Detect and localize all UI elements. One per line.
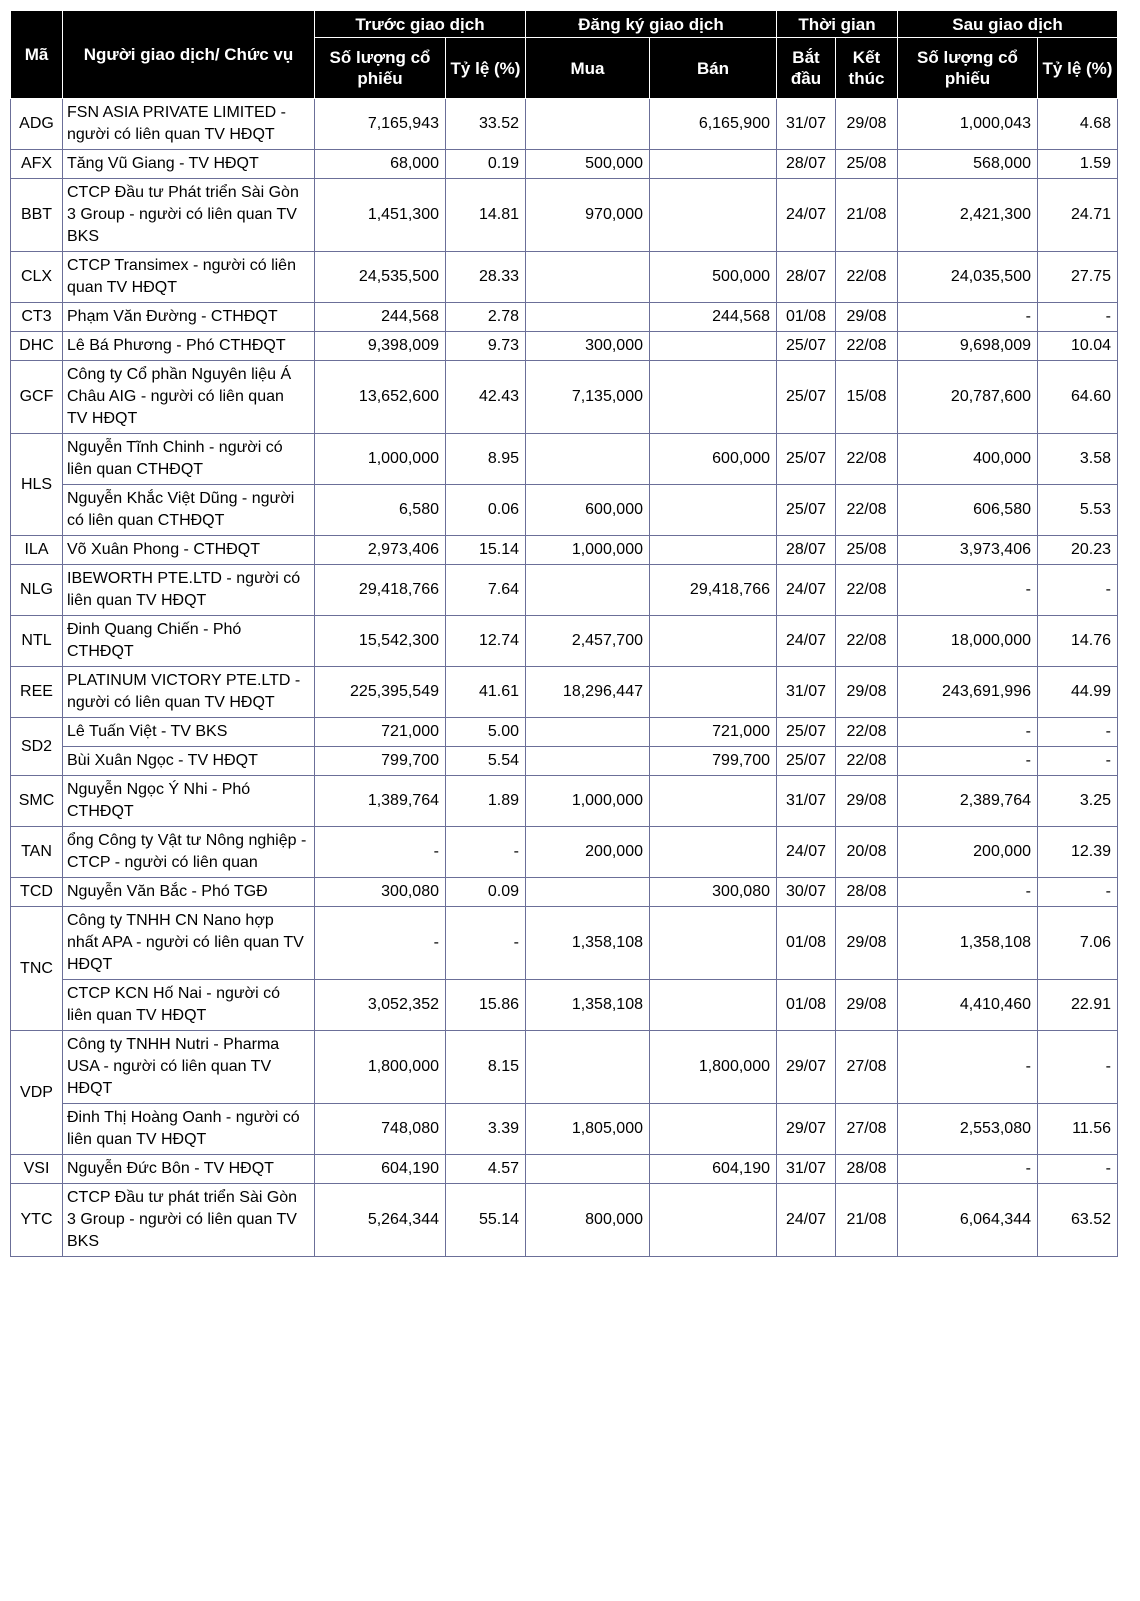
sell-cell [650,980,777,1031]
start-date-cell: 25/07 [777,332,836,361]
after-pct-cell: - [1038,565,1118,616]
header-sell: Bán [650,38,777,99]
after-pct-cell: 63.52 [1038,1184,1118,1257]
sell-cell [650,179,777,252]
end-date-cell: 25/08 [836,150,898,179]
stock-code-cell: ILA [11,536,63,565]
before-qty-cell: 68,000 [315,150,446,179]
table-row [11,565,1118,616]
start-date-cell: 31/07 [777,1155,836,1184]
sell-cell [650,332,777,361]
stock-code-cell: VSI [11,1155,63,1184]
after-pct-cell: 7.06 [1038,907,1118,980]
before-qty-cell: 1,451,300 [315,179,446,252]
before-pct-cell: 15.86 [446,980,526,1031]
stock-code-cell: SMC [11,776,63,827]
start-date-cell: 01/08 [777,907,836,980]
buy-cell: 1,805,000 [526,1104,650,1155]
before-pct-cell: 2.78 [446,303,526,332]
table-row [11,361,1118,434]
sell-cell [650,616,777,667]
buy-cell: 18,296,447 [526,667,650,718]
person-cell: Nguyễn Tĩnh Chinh - người có liên quan CTHĐQT [63,434,315,485]
start-date-cell: 24/07 [777,827,836,878]
start-date-cell: 25/07 [777,718,836,747]
before-qty-cell: 244,568 [315,303,446,332]
after-pct-cell: 44.99 [1038,667,1118,718]
person-cell: PLATINUM VICTORY PTE.LTD - người có liên quan TV HĐQT [63,667,315,718]
sell-cell [650,667,777,718]
after-pct-cell: 14.76 [1038,616,1118,667]
before-qty-cell: 2,973,406 [315,536,446,565]
after-pct-cell: 10.04 [1038,332,1118,361]
header-buy: Mua [526,38,650,99]
person-cell: IBEWORTH PTE.LTD - người có liên quan TV HĐQT [63,565,315,616]
after-qty-cell: - [898,1031,1038,1104]
end-date-cell: 21/08 [836,179,898,252]
end-date-cell: 29/08 [836,776,898,827]
end-date-cell: 22/08 [836,252,898,303]
before-pct-cell: 5.00 [446,718,526,747]
person-cell: CTCP Transimex - người có liên quan TV HĐQT [63,252,315,303]
person-cell: Nguyễn Khắc Việt Dũng - người có liên quan CTHĐQT [63,485,315,536]
end-date-cell: 22/08 [836,332,898,361]
end-date-cell: 22/08 [836,434,898,485]
before-qty-cell: 13,652,600 [315,361,446,434]
before-pct-cell: - [446,827,526,878]
buy-cell: 2,457,700 [526,616,650,667]
buy-cell [526,1155,650,1184]
after-pct-cell: 20.23 [1038,536,1118,565]
before-pct-cell: 3.39 [446,1104,526,1155]
after-qty-cell: 3,973,406 [898,536,1038,565]
before-pct-cell: 0.09 [446,878,526,907]
person-cell: Công ty TNHH Nutri - Pharma USA - người có liên quan TV HĐQT [63,1031,315,1104]
before-qty-cell: 7,165,943 [315,99,446,150]
header-code: Mã [11,11,63,99]
table-row [11,878,1118,907]
person-cell: ổng Công ty Vật tư Nông nghiệp - CTCP - người có liên quan [63,827,315,878]
sell-cell: 721,000 [650,718,777,747]
stock-code-cell: GCF [11,361,63,434]
before-qty-cell: 6,580 [315,485,446,536]
header-after-group: Sau giao dịch [898,11,1118,38]
before-pct-cell: 8.95 [446,434,526,485]
after-pct-cell: 1.59 [1038,150,1118,179]
start-date-cell: 28/07 [777,252,836,303]
after-pct-cell: 22.91 [1038,980,1118,1031]
start-date-cell: 25/07 [777,747,836,776]
buy-cell [526,303,650,332]
after-pct-cell: - [1038,747,1118,776]
after-qty-cell: 2,421,300 [898,179,1038,252]
after-pct-cell: 3.58 [1038,434,1118,485]
after-qty-cell: - [898,1155,1038,1184]
stock-code-cell: DHC [11,332,63,361]
before-qty-cell: 15,542,300 [315,616,446,667]
start-date-cell: 25/07 [777,485,836,536]
buy-cell [526,99,650,150]
after-pct-cell: - [1038,303,1118,332]
buy-cell: 600,000 [526,485,650,536]
start-date-cell: 01/08 [777,303,836,332]
person-cell: Phạm Văn Đường - CTHĐQT [63,303,315,332]
buy-cell [526,1031,650,1104]
after-pct-cell: 27.75 [1038,252,1118,303]
person-cell: Võ Xuân Phong - CTHĐQT [63,536,315,565]
table-row [11,1104,1118,1155]
after-qty-cell: 606,580 [898,485,1038,536]
end-date-cell: 29/08 [836,980,898,1031]
start-date-cell: 31/07 [777,776,836,827]
sell-cell: 1,800,000 [650,1031,777,1104]
person-cell: CTCP KCN Hố Nai - người có liên quan TV HĐQT [63,980,315,1031]
sell-cell [650,536,777,565]
header-after-pct: Tỷ lệ (%) [1038,38,1118,99]
insider-trading-table [10,10,1118,1257]
start-date-cell: 24/07 [777,1184,836,1257]
start-date-cell: 30/07 [777,878,836,907]
start-date-cell: 25/07 [777,361,836,434]
table-row [11,252,1118,303]
buy-cell: 1,358,108 [526,980,650,1031]
before-pct-cell: 0.19 [446,150,526,179]
before-qty-cell: 604,190 [315,1155,446,1184]
after-qty-cell: 18,000,000 [898,616,1038,667]
sell-cell: 6,165,900 [650,99,777,150]
buy-cell [526,878,650,907]
buy-cell: 300,000 [526,332,650,361]
sell-cell: 300,080 [650,878,777,907]
after-pct-cell: 11.56 [1038,1104,1118,1155]
sell-cell [650,361,777,434]
after-qty-cell: - [898,747,1038,776]
before-qty-cell: 225,395,549 [315,667,446,718]
before-pct-cell: 41.61 [446,667,526,718]
stock-code-cell: TNC [11,907,63,1031]
header-time-group: Thời gian [777,11,898,38]
stock-code-cell: TAN [11,827,63,878]
stock-code-cell: CT3 [11,303,63,332]
header-register-group: Đăng ký giao dịch [526,11,777,38]
before-pct-cell: 7.64 [446,565,526,616]
insider-trading-table-container [10,10,1118,1257]
after-qty-cell: 2,389,764 [898,776,1038,827]
before-qty-cell: 3,052,352 [315,980,446,1031]
stock-code-cell: REE [11,667,63,718]
start-date-cell: 24/07 [777,565,836,616]
before-qty-cell: 24,535,500 [315,252,446,303]
table-row [11,150,1118,179]
person-cell: Đinh Quang Chiến - Phó CTHĐQT [63,616,315,667]
buy-cell [526,565,650,616]
end-date-cell: 29/08 [836,99,898,150]
table-row [11,485,1118,536]
end-date-cell: 22/08 [836,747,898,776]
end-date-cell: 25/08 [836,536,898,565]
end-date-cell: 29/08 [836,667,898,718]
buy-cell: 1,000,000 [526,776,650,827]
before-pct-cell: 33.52 [446,99,526,150]
before-pct-cell: 15.14 [446,536,526,565]
after-pct-cell: 5.53 [1038,485,1118,536]
after-qty-cell: 6,064,344 [898,1184,1038,1257]
start-date-cell: 31/07 [777,99,836,150]
table-row [11,332,1118,361]
table-row [11,1031,1118,1104]
buy-cell: 800,000 [526,1184,650,1257]
table-row [11,99,1118,150]
after-qty-cell: 2,553,080 [898,1104,1038,1155]
buy-cell [526,747,650,776]
table-row [11,179,1118,252]
after-pct-cell: 3.25 [1038,776,1118,827]
end-date-cell: 15/08 [836,361,898,434]
sell-cell [650,1104,777,1155]
buy-cell: 1,358,108 [526,907,650,980]
end-date-cell: 22/08 [836,565,898,616]
stock-code-cell: NTL [11,616,63,667]
stock-code-cell: NLG [11,565,63,616]
before-pct-cell: 0.06 [446,485,526,536]
before-qty-cell: 300,080 [315,878,446,907]
person-cell: Tăng Vũ Giang - TV HĐQT [63,150,315,179]
table-row [11,536,1118,565]
table-row [11,434,1118,485]
start-date-cell: 28/07 [777,150,836,179]
before-pct-cell: 14.81 [446,179,526,252]
after-qty-cell: - [898,303,1038,332]
after-qty-cell: 400,000 [898,434,1038,485]
after-pct-cell: 12.39 [1038,827,1118,878]
after-qty-cell: 200,000 [898,827,1038,878]
before-pct-cell: 9.73 [446,332,526,361]
person-cell: Lê Tuấn Việt - TV BKS [63,718,315,747]
stock-code-cell: BBT [11,179,63,252]
before-qty-cell: 29,418,766 [315,565,446,616]
before-qty-cell: - [315,827,446,878]
after-qty-cell: - [898,718,1038,747]
stock-code-cell: YTC [11,1184,63,1257]
before-pct-cell: 28.33 [446,252,526,303]
end-date-cell: 22/08 [836,485,898,536]
start-date-cell: 28/07 [777,536,836,565]
after-pct-cell: - [1038,878,1118,907]
end-date-cell: 29/08 [836,907,898,980]
stock-code-cell: SD2 [11,718,63,776]
after-qty-cell: 24,035,500 [898,252,1038,303]
sell-cell [650,776,777,827]
end-date-cell: 21/08 [836,1184,898,1257]
table-row [11,827,1118,878]
header-before-group: Trước giao dịch [315,11,526,38]
person-cell: Nguyễn Ngọc Ý Nhi - Phó CTHĐQT [63,776,315,827]
buy-cell [526,252,650,303]
sell-cell [650,827,777,878]
after-pct-cell: - [1038,1155,1118,1184]
before-qty-cell: 1,389,764 [315,776,446,827]
after-qty-cell: 4,410,460 [898,980,1038,1031]
stock-code-cell: HLS [11,434,63,536]
end-date-cell: 20/08 [836,827,898,878]
table-row [11,747,1118,776]
after-qty-cell: 9,698,009 [898,332,1038,361]
after-pct-cell: 64.60 [1038,361,1118,434]
header-before-qty: Số lượng cổ phiếu [315,38,446,99]
after-qty-cell: 1,000,043 [898,99,1038,150]
before-qty-cell: 799,700 [315,747,446,776]
start-date-cell: 24/07 [777,179,836,252]
person-cell: CTCP Đầu tư phát triển Sài Gòn 3 Group - người có liên quan TV BKS [63,1184,315,1257]
start-date-cell: 01/08 [777,980,836,1031]
before-qty-cell: 748,080 [315,1104,446,1155]
table-row [11,667,1118,718]
sell-cell [650,907,777,980]
before-pct-cell: 1.89 [446,776,526,827]
table-row [11,303,1118,332]
start-date-cell: 24/07 [777,616,836,667]
after-qty-cell: - [898,878,1038,907]
person-cell: Công ty Cổ phần Nguyên liệu Á Châu AIG - người có liên quan TV HĐQT [63,361,315,434]
before-qty-cell: - [315,907,446,980]
after-qty-cell: - [898,565,1038,616]
after-qty-cell: 568,000 [898,150,1038,179]
sell-cell: 244,568 [650,303,777,332]
end-date-cell: 27/08 [836,1104,898,1155]
after-pct-cell: - [1038,1031,1118,1104]
after-pct-cell: 24.71 [1038,179,1118,252]
end-date-cell: 28/08 [836,1155,898,1184]
table-body [11,99,1118,1257]
table-header [11,11,1118,99]
before-pct-cell: 4.57 [446,1155,526,1184]
before-qty-cell: 1,000,000 [315,434,446,485]
sell-cell [650,1184,777,1257]
sell-cell [650,485,777,536]
before-qty-cell: 1,800,000 [315,1031,446,1104]
person-cell: Đinh Thị Hoàng Oanh - người có liên quan TV HĐQT [63,1104,315,1155]
before-pct-cell: 55.14 [446,1184,526,1257]
after-qty-cell: 1,358,108 [898,907,1038,980]
before-pct-cell: 42.43 [446,361,526,434]
end-date-cell: 29/08 [836,303,898,332]
header-after-qty: Số lượng cổ phiếu [898,38,1038,99]
sell-cell: 500,000 [650,252,777,303]
table-row [11,776,1118,827]
header-start: Bắt đầu [777,38,836,99]
before-qty-cell: 721,000 [315,718,446,747]
person-cell: Nguyễn Đức Bôn - TV HĐQT [63,1155,315,1184]
buy-cell: 970,000 [526,179,650,252]
header-before-pct: Tỷ lệ (%) [446,38,526,99]
end-date-cell: 22/08 [836,718,898,747]
before-pct-cell: - [446,907,526,980]
table-row [11,980,1118,1031]
stock-code-cell: AFX [11,150,63,179]
table-row [11,718,1118,747]
buy-cell: 7,135,000 [526,361,650,434]
stock-code-cell: VDP [11,1031,63,1155]
header-end: Kết thúc [836,38,898,99]
before-pct-cell: 5.54 [446,747,526,776]
before-qty-cell: 9,398,009 [315,332,446,361]
sell-cell [650,150,777,179]
header-person: Người giao dịch/ Chức vụ [63,11,315,99]
table-row [11,1184,1118,1257]
after-qty-cell: 20,787,600 [898,361,1038,434]
stock-code-cell: ADG [11,99,63,150]
sell-cell: 799,700 [650,747,777,776]
table-row [11,907,1118,980]
person-cell: Lê Bá Phương - Phó CTHĐQT [63,332,315,361]
buy-cell [526,434,650,485]
start-date-cell: 29/07 [777,1104,836,1155]
buy-cell: 200,000 [526,827,650,878]
after-pct-cell: - [1038,718,1118,747]
end-date-cell: 27/08 [836,1031,898,1104]
person-cell: Nguyễn Văn Bắc - Phó TGĐ [63,878,315,907]
person-cell: Công ty TNHH CN Nano hợp nhất APA - người có liên quan TV HĐQT [63,907,315,980]
person-cell: CTCP Đầu tư Phát triển Sài Gòn 3 Group - người có liên quan TV BKS [63,179,315,252]
after-pct-cell: 4.68 [1038,99,1118,150]
person-cell: Bùi Xuân Ngọc - TV HĐQT [63,747,315,776]
end-date-cell: 22/08 [836,616,898,667]
sell-cell: 600,000 [650,434,777,485]
sell-cell: 604,190 [650,1155,777,1184]
end-date-cell: 28/08 [836,878,898,907]
stock-code-cell: TCD [11,878,63,907]
start-date-cell: 25/07 [777,434,836,485]
sell-cell: 29,418,766 [650,565,777,616]
buy-cell: 500,000 [526,150,650,179]
start-date-cell: 31/07 [777,667,836,718]
before-qty-cell: 5,264,344 [315,1184,446,1257]
after-qty-cell: 243,691,996 [898,667,1038,718]
before-pct-cell: 8.15 [446,1031,526,1104]
start-date-cell: 29/07 [777,1031,836,1104]
buy-cell [526,718,650,747]
person-cell: FSN ASIA PRIVATE LIMITED - người có liên quan TV HĐQT [63,99,315,150]
table-row [11,616,1118,667]
before-pct-cell: 12.74 [446,616,526,667]
stock-code-cell: CLX [11,252,63,303]
table-row [11,1155,1118,1184]
buy-cell: 1,000,000 [526,536,650,565]
